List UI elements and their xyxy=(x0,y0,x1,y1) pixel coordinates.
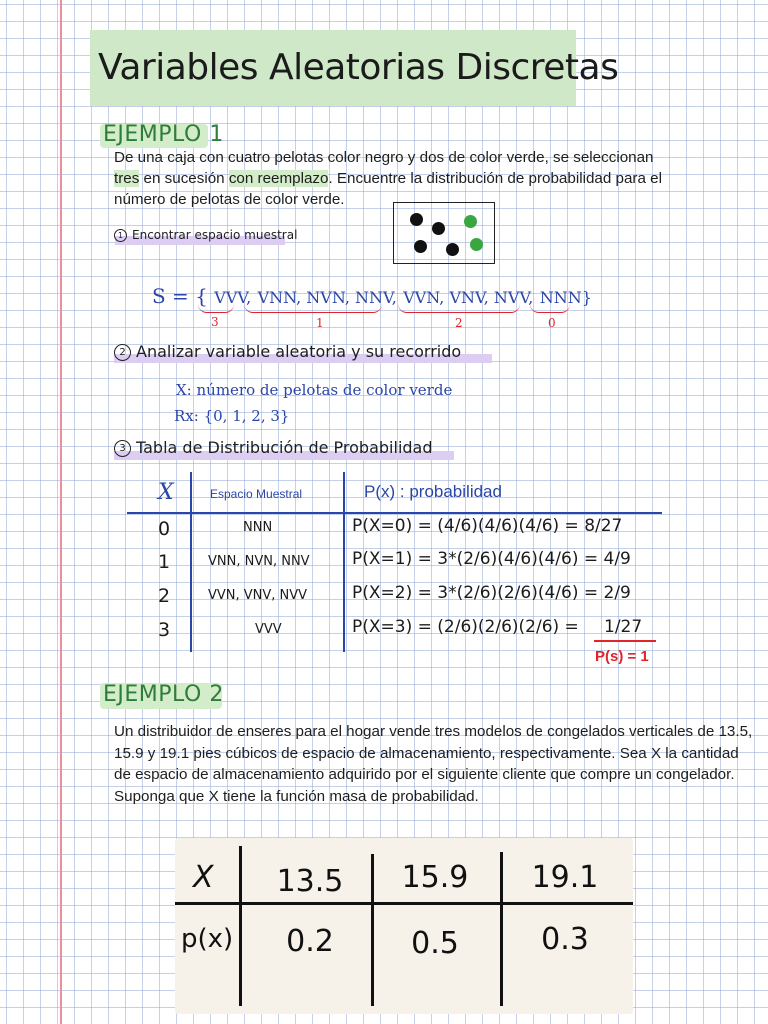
sample-space-group1: VNN, NVN, NNV, xyxy=(257,288,397,307)
highlight-con-reemplazo: con reemplazo xyxy=(228,170,329,187)
example2-label: EJEMPLO 2 xyxy=(103,682,224,707)
pmf-p-value-1: 0.2 xyxy=(286,924,334,959)
green-ball-icon xyxy=(470,238,483,251)
pmf-table-col-rule-3 xyxy=(500,852,503,1006)
table-row3-result: 1/27 xyxy=(604,617,643,637)
brace-group1 xyxy=(244,304,382,313)
green-ball-icon xyxy=(464,215,477,228)
count-group1: 1 xyxy=(316,316,324,330)
pmf-p-value-3: 0.3 xyxy=(541,922,589,957)
black-ball-icon xyxy=(446,243,459,256)
table-row1-prob: P(X=1) = 3*(2/6)(4/6)(4/6) = 4/9 xyxy=(352,549,631,569)
step1-heading xyxy=(114,228,297,242)
table-row3-space: VVV xyxy=(255,622,282,637)
table-row1-x: 1 xyxy=(158,551,171,573)
random-variable-definition: X: número de pelotas de color verde xyxy=(176,381,453,399)
table-header-rule xyxy=(127,512,662,514)
step2-number-icon: 2 xyxy=(114,344,131,361)
count-group2: 2 xyxy=(455,316,463,330)
range-definition: Rx: {0, 1, 2, 3} xyxy=(174,407,290,425)
step2-heading xyxy=(114,342,461,361)
brace-group0 xyxy=(530,304,570,313)
ball-box-illustration xyxy=(393,202,495,264)
example1-line2-a: en sucesión xyxy=(139,170,229,187)
table-header-x: X xyxy=(158,480,174,505)
brace-group3 xyxy=(198,304,234,313)
table-header-space: Espacio Muestral xyxy=(210,487,303,501)
step1-number-icon: 1 xyxy=(114,229,127,242)
notebook-margin-line xyxy=(60,0,62,1024)
example1-label: EJEMPLO 1 xyxy=(103,122,224,147)
pmf-p-value-2: 0.5 xyxy=(411,926,459,961)
page-title: Variables Aleatorias Discretas xyxy=(98,47,619,88)
pmf-row-x-label: X xyxy=(193,860,214,895)
sum-rule xyxy=(594,640,656,642)
black-ball-icon xyxy=(410,213,423,226)
table-row3-x: 3 xyxy=(158,619,171,641)
table-row0-space: NNN xyxy=(243,520,273,535)
black-ball-icon xyxy=(414,240,427,253)
count-group3: 3 xyxy=(211,315,219,329)
brace-group2 xyxy=(398,304,520,313)
step3-label: Tabla de Distribución de Probabilidad xyxy=(136,438,433,457)
table-row0-x: 0 xyxy=(158,518,171,540)
probability-sum: P(s) = 1 xyxy=(595,648,649,665)
table-header-prob: P(x) : probabilidad xyxy=(364,482,502,501)
black-ball-icon xyxy=(432,222,445,235)
example1-line3: número de pelotas de color verde. xyxy=(114,191,345,208)
table-row3-prob: P(X=3) = (2/6)(2/6)(2/6) = xyxy=(352,617,579,637)
table-row2-prob: P(X=2) = 3*(2/6)(2/6)(4/6) = 2/9 xyxy=(352,583,631,603)
pmf-row-p-label: p(x) xyxy=(181,924,234,954)
table-row1-space: VNN, NVN, NNV xyxy=(208,554,310,569)
step3-number-icon: 3 xyxy=(114,440,131,457)
step1-label: Encontrar espacio muestral xyxy=(132,228,298,242)
table-row0-prob: P(X=0) = (4/6)(4/6)(4/6) = 8/27 xyxy=(352,516,623,536)
step2-label: Analizar variable aleatoria y su recorrido xyxy=(136,342,462,361)
example1-line2 xyxy=(114,168,754,189)
example2-problem-text: Un distribuidor de enseres para el hogar vende tres modelos de congelados verticales de 13.5, 15.9 y 19.1 pies cúbicos de espacio de almacenamiento, respectivamente. Sea X la cantidad de espacio de almacenamiento adquirido por el siguiente cliente que compre un congelador. Suponga que X tiene la función masa de probabilidad. xyxy=(114,723,753,805)
sample-space-group2: VVN, VNV, NVV, xyxy=(403,288,534,307)
pmf-x-value-1: 13.5 xyxy=(276,864,344,899)
pmf-table-col-rule-2 xyxy=(371,854,374,1006)
sample-space-prefix: S = { xyxy=(152,284,208,308)
pmf-x-value-3: 19.1 xyxy=(531,860,599,895)
pmf-table-row-rule xyxy=(175,902,633,905)
table-divider-2 xyxy=(343,472,345,652)
example1-line1: De una caja con cuatro pelotas color negro y dos de color verde, se seleccionan xyxy=(114,149,654,166)
pmf-table-photo xyxy=(175,838,633,1014)
pmf-table-col-rule-1 xyxy=(239,846,242,1006)
step3-heading xyxy=(114,438,433,457)
table-row2-x: 2 xyxy=(158,585,171,607)
pmf-x-value-2: 15.9 xyxy=(401,860,469,895)
count-group0: 0 xyxy=(548,316,556,330)
highlight-tres: tres xyxy=(114,170,140,187)
sample-space-group0: NNN} xyxy=(539,288,592,307)
example1-problem-text xyxy=(114,147,754,210)
table-row2-space: VVN, VNV, NVV xyxy=(208,588,308,603)
sample-space-group3: VVV, xyxy=(214,288,252,307)
table-divider-1 xyxy=(190,472,192,652)
example1-line2-b: . Encuentre la distribución de probabilidad para el xyxy=(328,170,662,187)
